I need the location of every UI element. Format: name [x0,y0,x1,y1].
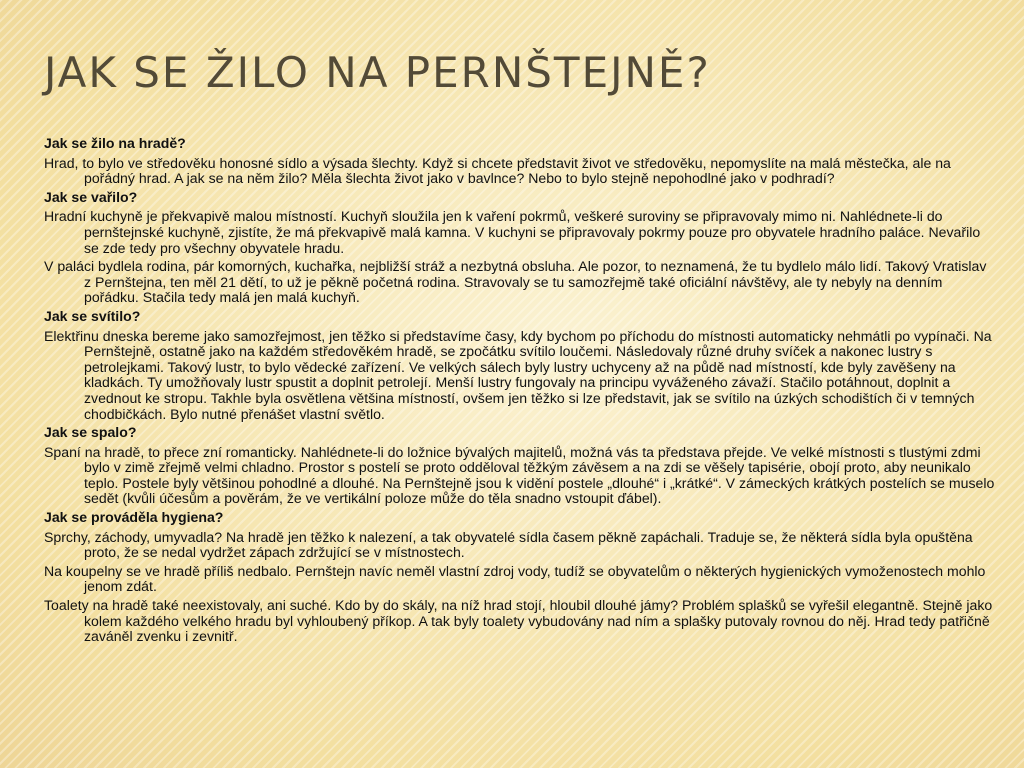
paragraph-kitchen: Hradní kuchyně je překvapivě malou místností. Kuchyň sloužila jen k vaření pokrmů, veškeré suroviny se připravovaly mimo ni. Nahlédnete-li do pernštejnské kuchyně, zjistíte, že má překvapivě malá kamna. V kuchyni se připravovaly pokrmy pouze pro obyvatele hradního paláce. Nevařilo se zde tedy pro všechny obyvatele hradu. [44,208,981,256]
section-heading-sleeping: Jak se spalo? [44,424,137,441]
paragraph-bathrooms: Na koupelny se ve hradě příliš nedbalo. Pernštejn navíc neměl vlastní zdroj vody, tudíž se obyvatelům o některých hygienických vymoženostech mohlo jenom zdát. [44,562,986,595]
paragraph-hygiene-smell: Sprchy, záchody, umyvadla? Na hradě jen těžko k nalezení, a tak obyvatelé sídla časem pěkně zapáchali. Traduje se, že některá sídla byla opuštěna proto, že se nedal vydržet zápach zdržující se v místnostech. [44,528,973,561]
paragraph-sleeping: Spaní na hradě, to přece zní romanticky. Nahlédnete-li do ložnice bývalých majitelů, možná vás ta představa přejde. Ve velké místnosti s tlustými zdmi bylo v zimě zřejmě velmi chladno. Prostor s postelí se proto odděloval těžkým závěsem a na zdi se věšely tapisérie, obojí proto, aby neunikalo teplo. Postele byly většinou pohodlné a dlouhé. Na Pernštejně jsou k vidění postele „dlouhé“ i „krátké“. V zámeckých krátkých postelích se muselo sedět (kvůli účesům a pověrám, že ve vertikální poloze může do těla snadno vstoupit ďábel). [44,443,995,507]
section-heading-lighting: Jak se svítilo? [44,307,141,324]
slide-content [44,136,996,648]
section-heading-cooking: Jak se vařilo? [44,188,138,205]
section-heading-hygiene: Jak se prováděla hygiena? [44,509,224,526]
paragraph-lighting: Elektřinu dneska bereme jako samozřejmost, jen těžko si představíme časy, kdy bychom po příchodu do místnosti automaticky nehmátli po vypínači. Na Pernštejně, ostatně jako na každém středověkém hradě, se zpočátku svítilo loučemi. Následovaly různé druhy svíček a nakonec lustry s petrolejkami. Takový lustr, to bylo vědecké zařízení. Ve velkých sálech byly lustry uchyceny až na půdě nad místností, kde byly zavěšeny na kladkách. Ty umožňovaly lustr spustit a doplnit petrolejí. Menší lustry fungovaly na principu vyváženého závaží. Stačilo potáhnout, doplnit a zvednout ke stropu. Takhle byla osvětlena většina místností, ovšem jen těžko si lze představit, jak se svítilo na úzkých schodištích či v temných chodbičkách. Bylo nutné přenášet vlastní světlo. [44,327,992,422]
paragraph-toilets: Toalety na hradě také neexistovaly, ani suché. Kdo by do skály, na níž hrad stojí, hloubil dlouhé jámy? Problém splašků se vyřešil elegantně. Stejně jako kolem každého velkého hradu byl vyhloubený příkop. A tak byly toalety vybudovány nad ním a splašky putovaly rovnou do něj. Hrad tedy patřičně zaváněl zvenku i zevnitř. [44,597,993,645]
paragraph-palace-residents: V paláci bydlela rodina, pár komorných, kuchařka, nejbližší stráž a nezbytná obsluha. Ale pozor, to neznamená, že tu bydlelo málo lidí. Takový Vratislav z Pernštejna, ten měl 21 dětí, to už je pěkně početná rodina. Stravovaly se tu samozřejmě také oficiální návštěvy, ale ty nebyly na denním pořádku. Stačila tedy malá jen malá kuchyň. [44,258,987,306]
section-heading-castle-life: Jak se žilo na hradě? [44,135,186,151]
slide-title: JAK SE ŽILO NA PERNŠTEJNĚ? [44,48,711,97]
paragraph-castle-life: Hrad, to bylo ve středověku honosné sídlo a výsada šlechty. Když si chcete představit život ve středověku, nepomyslíte na malá městečka, ale na pořádný hrad. A jak se na něm žilo? Měla šlechta život jako v bavlnce? Nebo to bylo stejně nepohodlné jako v podhradí? [44,154,951,187]
